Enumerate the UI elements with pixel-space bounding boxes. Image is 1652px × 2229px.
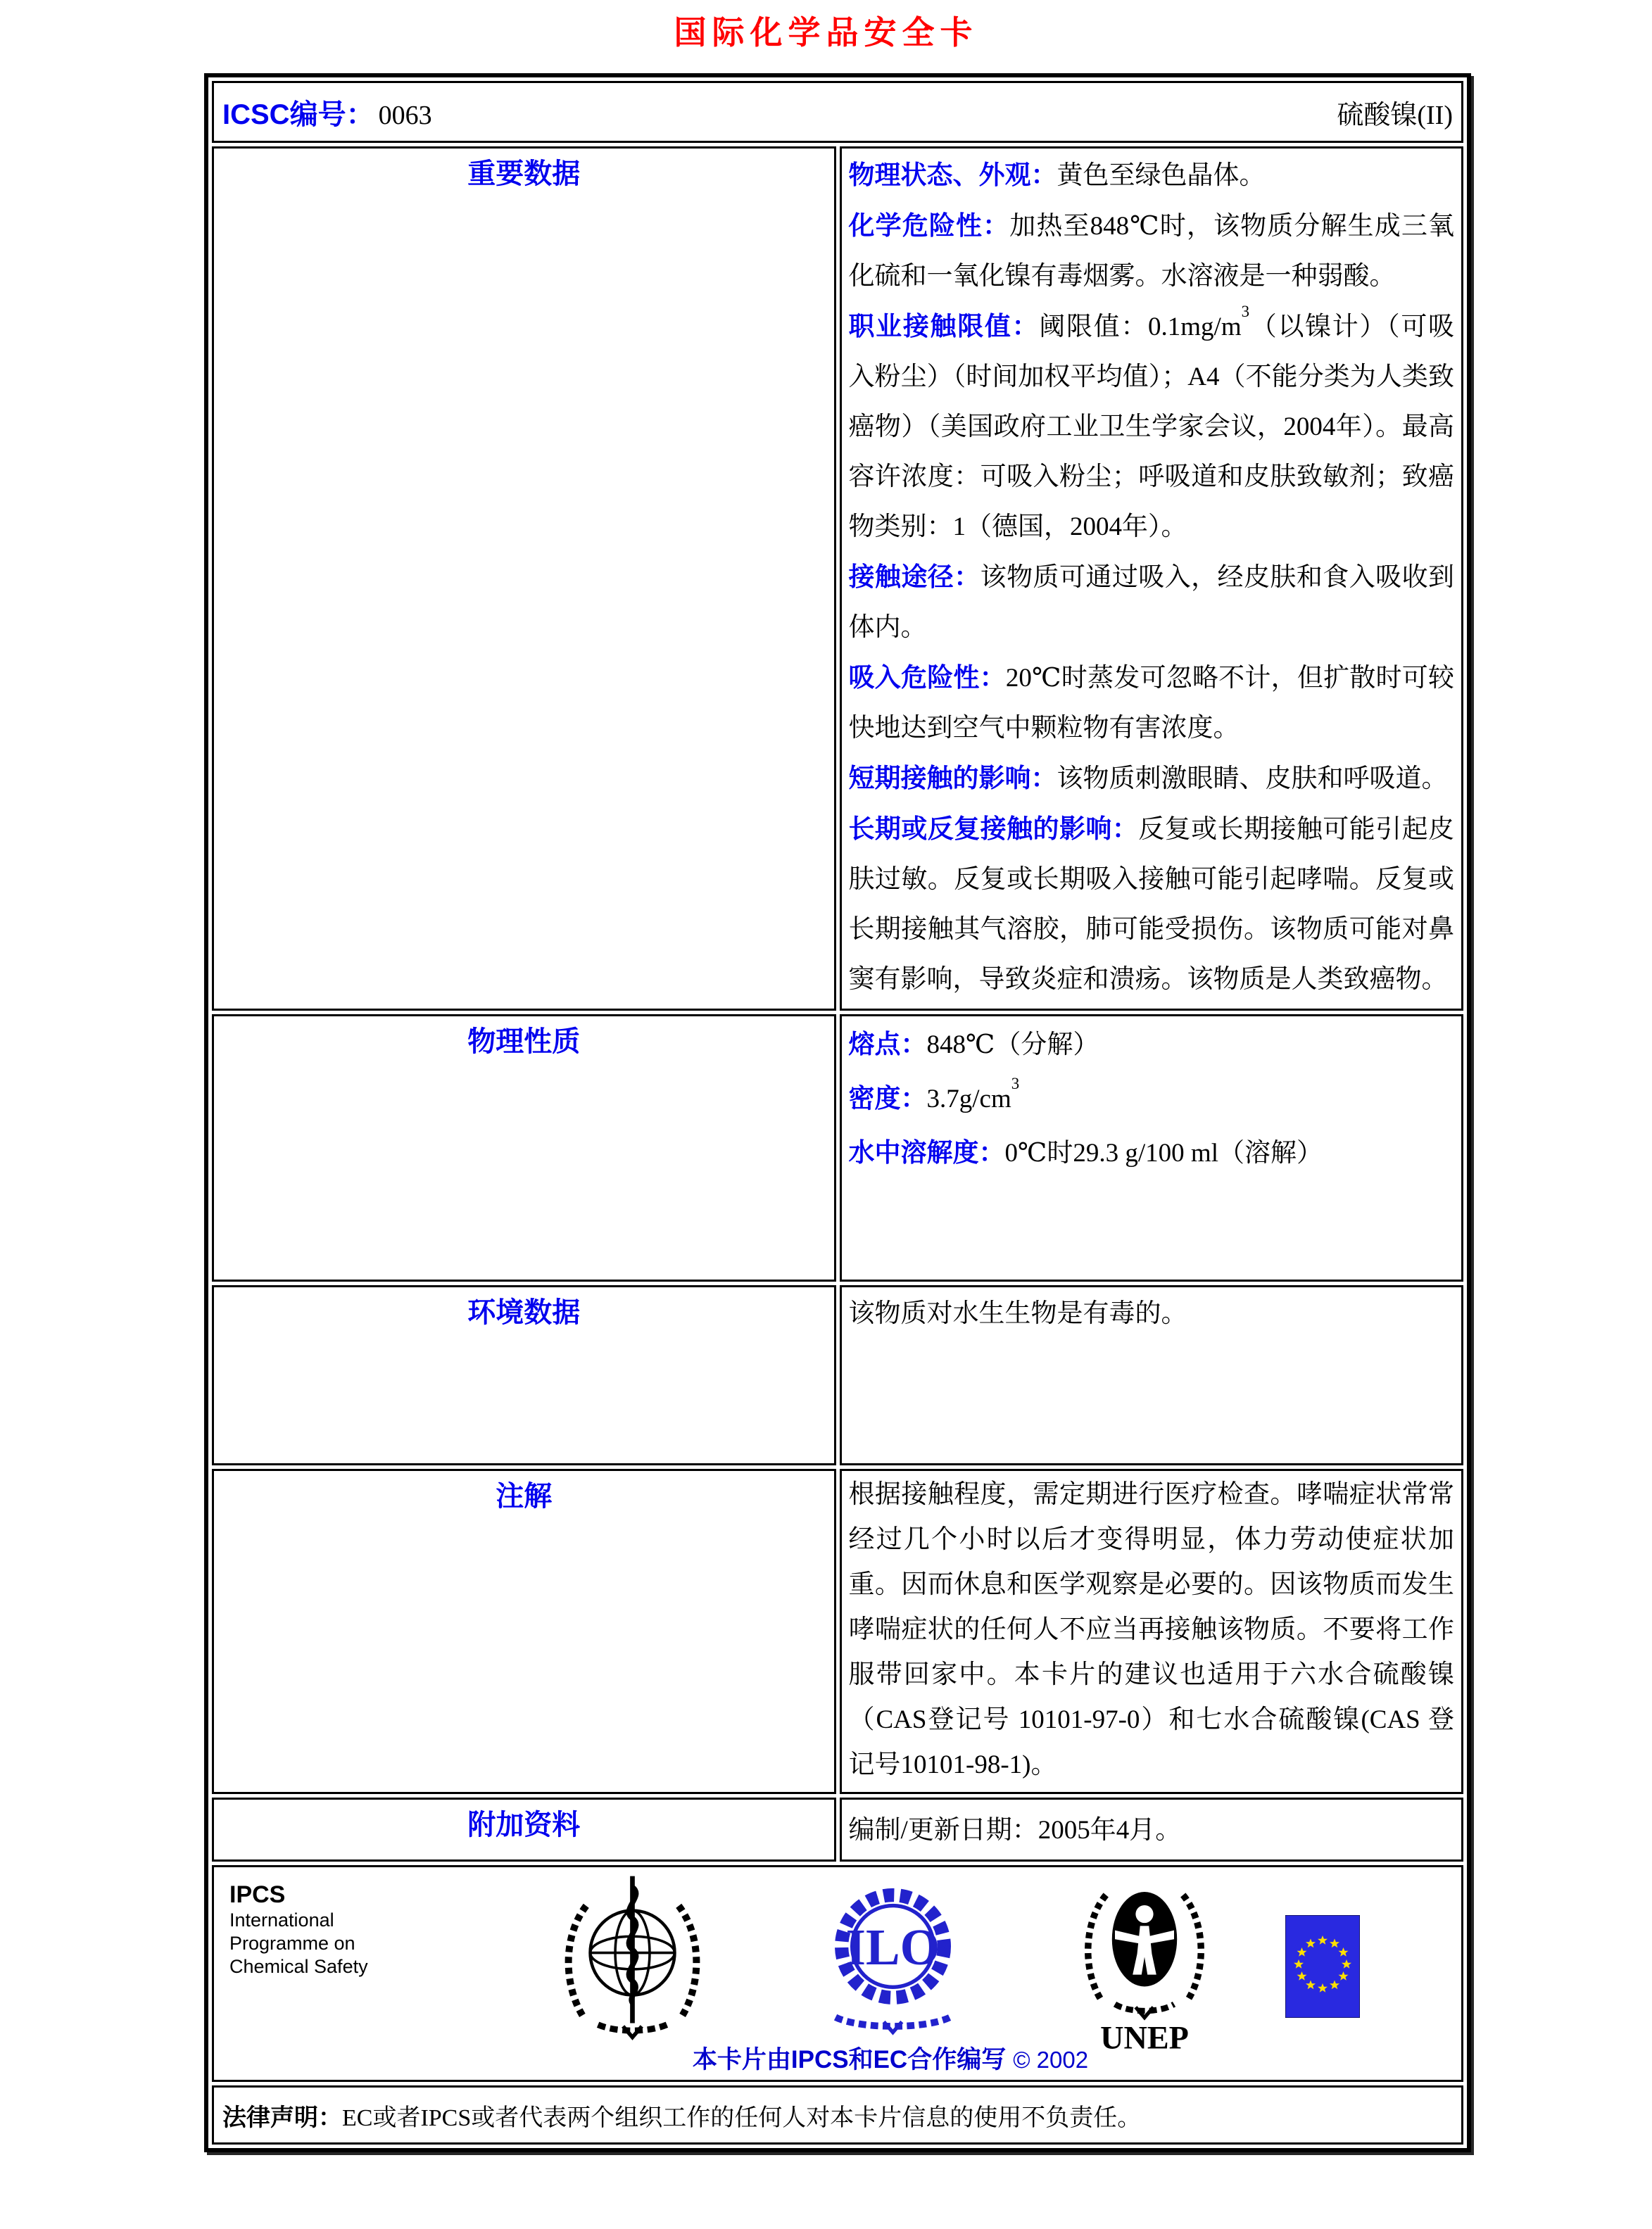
entry [849,301,1455,552]
ilo-logo-label: ILO [845,1919,940,1976]
entry [849,1126,1455,1180]
section-row-notes [212,1469,1463,1794]
section-content-environmental-data [840,1285,1464,1465]
card-sections [212,146,1463,1862]
logos-cell [212,1865,1463,2082]
entry [849,753,1455,804]
entry [849,1805,1455,1855]
legal-row [212,2085,1463,2145]
entry-text: 反复或长期接触可能引起皮肤过敏。反复或长期吸入接触可能引起哮喘。反复或长期接触其气溶胶，肺可能受损伤。该物质可能对鼻窦有影响，导致炎症和溃疡。该物质是人类致癌物。 [848,815,1454,994]
section-label-additional-info: 附加资料 [212,1798,836,1862]
entry-label: 短期接触的影响： [848,764,1057,793]
section-row-physical-properties [212,1014,1463,1282]
entry-label: 熔点： [848,1030,927,1059]
entry-text: 0℃时29.3 g/100 ml（溶解） [1004,1139,1323,1168]
entry-text: 根据接触程度，需定期进行医疗检查。哮喘症状常常经过几个小时以后才变得明显，体力劳动使症状加重。因而休息和医学观察是必要的。因该物质而发生哮喘症状的任何人不应当再接触该物质。不要将工作服带回家中。本卡片的建议也适用于六水合硫酸镍（CAS登记号 10101-97-0）和七水合硫酸镍(CAS 登记号10101-98-1)。 [848,1480,1454,1779]
card-header-body [212,81,1463,143]
section-label-physical-properties: 物理性质 [212,1014,836,1282]
legal-cell [212,2085,1463,2145]
section-content-physical-properties [840,1014,1464,1282]
copyright-text: © 2002 [1013,2047,1089,2073]
section-label-environmental-data: 环境数据 [212,1285,836,1465]
entry-label: 水中溶解度： [848,1138,1005,1167]
page-title: 国际化学品安全卡 [674,14,978,51]
ilo-logo [817,1878,969,2037]
entry-label: 职业接触限值： [848,312,1040,341]
icsc-number-group [222,92,432,132]
entry-text: 848℃（分解） [926,1030,1099,1059]
entry [849,150,1455,201]
entry-text: 20℃时蒸发可忽略不计，但扩散时可较快地达到空气中颗粒物有害浓度。 [848,664,1455,743]
legal-notice-text: EC或者IPCS或者代表两个组织工作的任何人对本卡片信息的使用不负责任。 [342,2104,1142,2131]
header-cell [212,81,1463,143]
entry [849,552,1455,652]
eu-flag [1285,1915,1360,2018]
ipcs-title: IPCS [229,1881,286,1908]
entry-text: 黄色至绿色晶体。 [1057,161,1266,190]
entry [849,1018,1455,1072]
entry-text: （以镍计）（可吸入粉尘）（时间加权平均值）；A4（不能分类为人类致癌物）（美国政府工业卫生学家会议，2004年）。最高容许浓度：可吸入粉尘；呼吸道和皮肤致敏剂；致癌物类别：1（德国，2004年）。 [848,312,1455,541]
entry-text: 3.7g/cm [926,1085,1011,1113]
credit-text: 本卡片由IPCS和EC合作编写 [692,2046,1007,2073]
icsc-card-table [204,73,1471,2152]
entry [849,1472,1455,1788]
section-row-environmental-data [212,1285,1463,1465]
section-content-additional-info [840,1798,1464,1862]
entry-text: 该物质对水生生物是有毒的。 [848,1299,1187,1328]
unep-logo-label: UNEP [1100,2019,1189,2053]
unep-logo [1071,1877,1218,2053]
section-row-important-data [212,146,1463,1011]
entry [849,1072,1455,1126]
entry-label: 接触途径： [848,562,981,591]
chemical-name: 硫酸镍(II) [1337,100,1453,130]
superscript: 3 [1241,303,1250,321]
entry-label: 吸入危险性： [848,663,1006,692]
superscript: 3 [1011,1075,1020,1093]
entry-text: 加热至848℃时，该物质分解生成三氧化硫和一氧化镍有毒烟雾。水溶液是一种弱酸。 [848,212,1455,291]
entry-label: 长期或反复接触的影响： [848,814,1139,843]
entry-text: 阈限值：0.1mg/m [1039,312,1242,341]
logos-row [212,1865,1463,2082]
card-footer-body [212,1865,1463,2145]
entry-text: 该物质可通过吸入，经皮肤和食入吸收到体内。 [848,563,1455,642]
entry [849,652,1455,753]
entry-text: 编制/更新日期：2005年4月。 [848,1816,1182,1845]
entry-text: 该物质刺激眼睛、皮肤和呼吸道。 [1057,764,1448,793]
entry [849,1289,1455,1339]
ipcs-subtitle-line: Programme on [229,1933,355,1954]
icsc-number-label: ICSC编号： [222,99,374,130]
credit-line [222,2040,1453,2076]
entry [849,804,1455,1004]
legal-notice-label: 法律声明： [222,2104,342,2131]
section-label-notes: 注解 [212,1469,836,1794]
entry-label: 物理状态、外观： [848,160,1057,189]
header-row [212,81,1463,143]
entry [849,201,1455,301]
section-label-important-data: 重要数据 [212,146,836,1011]
ipcs-text-block [229,1881,420,1978]
icsc-number-value: 0063 [378,100,432,130]
entry-label: 密度： [848,1084,927,1113]
entry-label: 化学危险性： [848,211,1010,240]
section-row-additional-info [212,1798,1463,1862]
ipcs-subtitle-line: Chemical Safety [229,1956,368,1977]
ipcs-subtitle-line: International [229,1909,334,1931]
section-content-important-data [840,146,1464,1011]
who-logo [553,1871,712,2040]
section-content-notes [840,1469,1464,1794]
